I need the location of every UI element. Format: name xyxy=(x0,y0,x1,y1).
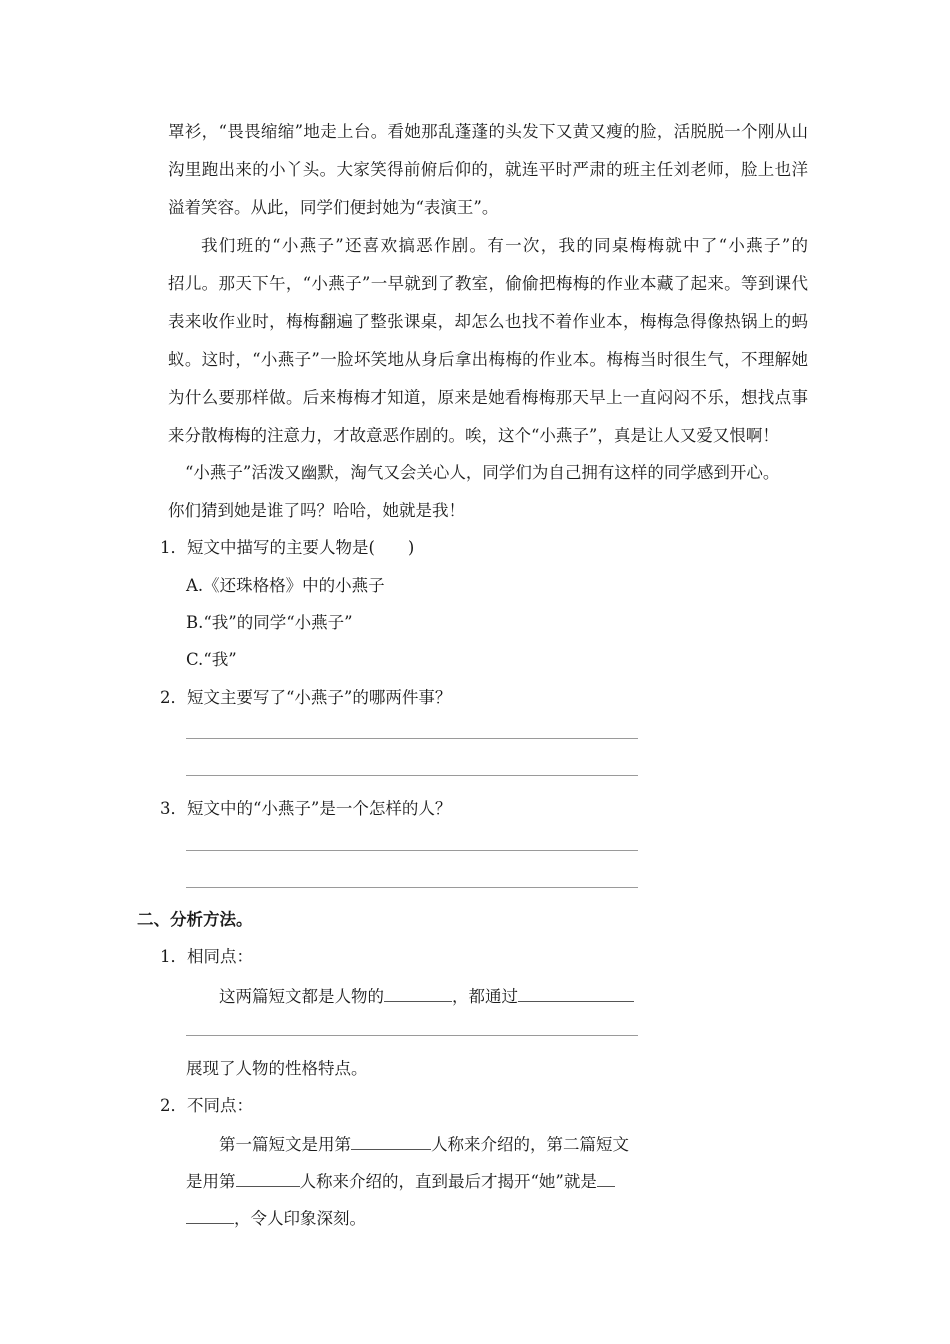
answer-line[interactable] xyxy=(186,775,638,776)
fill-text: ，都通过 xyxy=(452,987,518,1006)
question-2: 2．短文主要写了“小燕子”的哪两件事？ xyxy=(160,688,452,707)
answer-line[interactable] xyxy=(186,850,638,851)
passage-line: 招儿。那天下午，“小燕子”一早就到了教室，偷偷把梅梅的作业本藏了起来。等到课代 xyxy=(168,274,808,293)
fill-line xyxy=(219,1133,629,1155)
option-a: A.《还珠格格》中的小燕子 xyxy=(186,576,385,595)
option-b: B.“我”的同学“小燕子” xyxy=(186,613,353,632)
fill-text: 这两篇短文都是人物的 xyxy=(219,987,384,1006)
fill-text: 人称来介绍的，第二篇短文 xyxy=(431,1135,629,1154)
fill-text: ，令人印象深刻。 xyxy=(234,1209,366,1228)
passage-line: 沟里跑出来的小丫头。大家笑得前俯后仰的，就连平时严肃的班主任刘老师，脸上也洋 xyxy=(168,160,808,179)
fill-blank[interactable] xyxy=(597,1170,615,1187)
passage-line: 蚁。这时，“小燕子”一脸坏笑地从身后拿出梅梅的作业本。梅梅当时很生气，不理解她 xyxy=(168,350,808,369)
fill-blank[interactable] xyxy=(186,1207,234,1224)
section-item-2: 2．不同点： xyxy=(160,1096,253,1115)
section-heading: 二、分析方法。 xyxy=(137,910,253,929)
fill-text: 是用第 xyxy=(186,1172,236,1191)
fill-line xyxy=(186,1170,615,1192)
passage-line: 溢着笑容。从此，同学们便封她为“表演王”。 xyxy=(168,198,499,217)
passage-line: 罩衫，“畏畏缩缩”地走上台。看她那乱蓬蓬的头发下又黄又瘦的脸，活脱脱一个刚从山 xyxy=(168,122,808,141)
fill-text: 人称来介绍的，直到最后才揭开“她”就是 xyxy=(299,1172,597,1191)
passage-line: “小燕子”活泼又幽默，淘气又会关心人，同学们为自己拥有这样的同学感到开心。 xyxy=(185,463,780,482)
passage-line: 来分散梅梅的注意力，才故意恶作剧的。唉，这个“小燕子”，真是让人又爱又恨啊！ xyxy=(168,426,779,445)
section-item-1: 1．相同点： xyxy=(160,947,253,966)
option-c: C.“我” xyxy=(186,650,237,669)
fill-text: 第一篇短文是用第 xyxy=(219,1135,351,1154)
answer-line[interactable] xyxy=(186,887,638,888)
passage-line: 为什么要那样做。后来梅梅才知道，原来是她看梅梅那天早上一直闷闷不乐，想找点事 xyxy=(168,388,808,407)
fill-blank-line[interactable] xyxy=(186,1035,638,1036)
question-3: 3．短文中的“小燕子”是一个怎样的人？ xyxy=(160,799,452,818)
question-1: 1．短文中描写的主要人物是( ) xyxy=(160,538,415,557)
fill-blank[interactable] xyxy=(236,1170,300,1187)
fill-blank[interactable] xyxy=(351,1133,431,1150)
fill-line xyxy=(219,985,634,1007)
answer-line[interactable] xyxy=(186,738,638,739)
passage-line: 我们班的“小燕子”还喜欢搞恶作剧。有一次，我的同桌梅梅就中了“小燕子”的 xyxy=(201,236,808,255)
fill-blank[interactable] xyxy=(384,985,452,1002)
fill-line xyxy=(186,1207,366,1229)
passage-line: 你们猜到她是谁了吗？哈哈，她就是我！ xyxy=(168,501,465,520)
fill-blank[interactable] xyxy=(518,985,634,1002)
passage-line: 表来收作业时，梅梅翻遍了整张课桌，却怎么也找不着作业本，梅梅急得像热锅上的蚂 xyxy=(168,312,808,331)
fill-text: 展现了人物的性格特点。 xyxy=(186,1059,368,1078)
